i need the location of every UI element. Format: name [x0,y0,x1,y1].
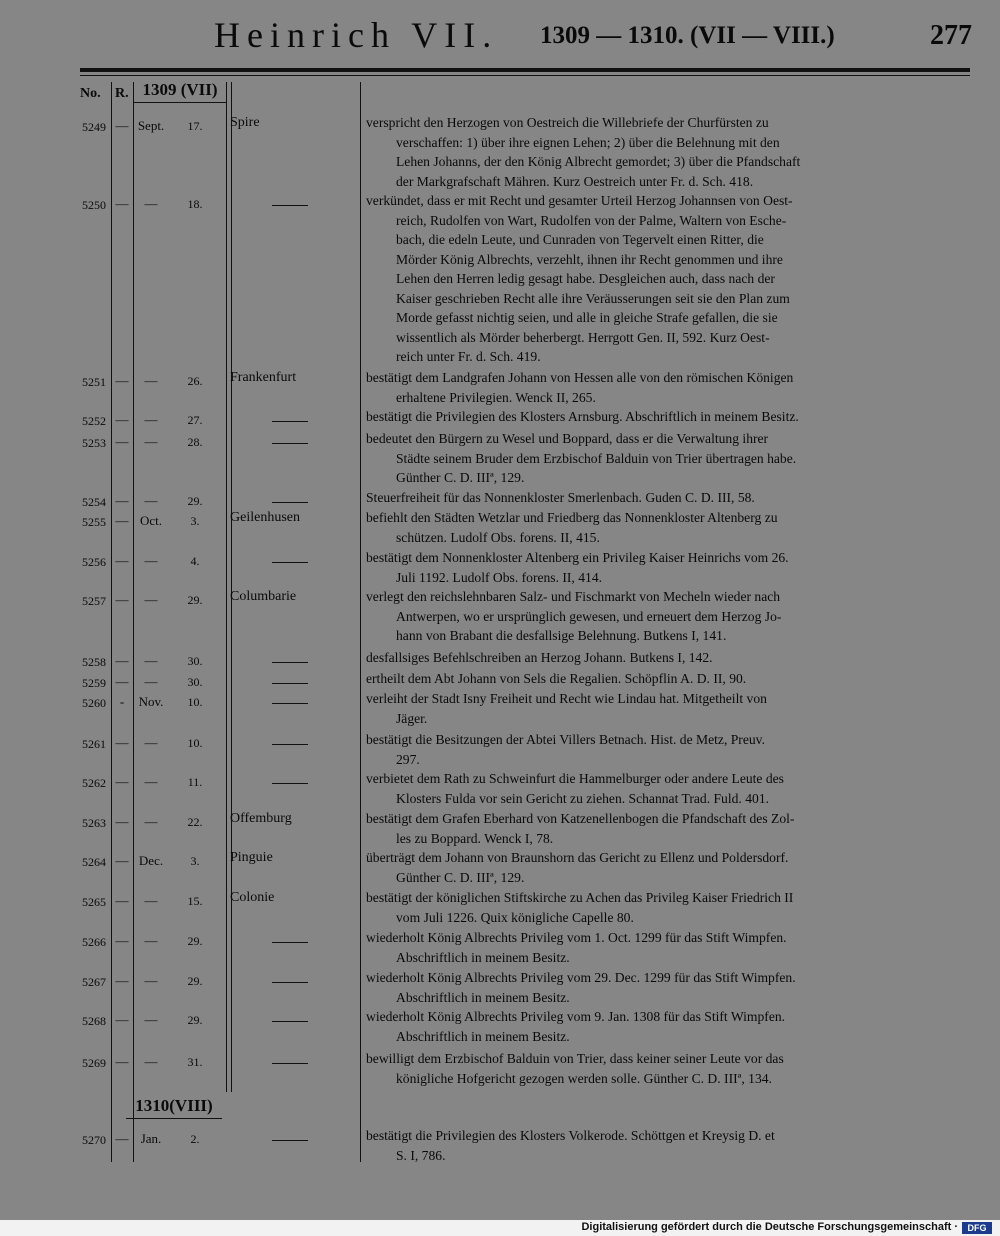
entry-month: — [144,434,158,449]
entry-text [366,587,966,646]
entry-number: 5250 [82,198,106,212]
entry-day: 3. [190,854,200,868]
entry-month: — [144,493,158,508]
entry-number: 5265 [82,895,106,909]
entry-day: 22. [187,815,203,829]
entry-text-line: bestätigt dem Nonnenkloster Altenberg ein Privileg Kaiser Heinrichs vom 26. [366,550,789,565]
entry-text [366,191,966,367]
entry-text-line: Steuerfreiheit für das Nonnenkloster Smerlenbach. Guden C. D. III, 58. [366,490,755,505]
entry-number: 5253 [82,436,106,450]
entry-text-line: bach, die edeln Leute, und Cunraden von Tegervelt einen Ritter, die [396,232,764,247]
entry-text-line: Abschriftlich in meinem Besitz. [396,1028,570,1044]
entry-day: 10. [187,695,203,709]
entry-text-line: desfallsiges Befehlschreiben an Herzog Johann. Butkens I, 142. [366,650,713,665]
entry-r-dash: — [115,118,129,133]
entry-number: 5264 [82,855,106,869]
entry-r-dash: — [115,774,129,789]
entry-text-line: S. I, 786. [396,1147,446,1163]
entry-r-dash: - [119,694,125,709]
entry-month: — [144,553,158,568]
column-header-no: No. [80,86,101,101]
same-place-dash [272,683,308,684]
page-header [0,14,1000,58]
entry-r-dash: — [115,1054,129,1069]
entry-r-dash: — [115,933,129,948]
entry-day: 29. [187,593,203,607]
entry-r-dash: — [115,1012,129,1027]
entry-text-line: Antwerpen, wo er ursprünglich gewesen, und erneuert dem Herzog Jo- [396,608,782,624]
entry-day: 29. [187,494,203,508]
entry-text [366,809,966,848]
entry-month: — [144,373,158,388]
entry-number: 5257 [82,594,106,608]
entry-r-dash: — [115,592,129,607]
entry-text-line: verbietet dem Rath zu Schweinfurt die Hammelburger oder andere Leute des [366,771,784,786]
same-place-dash [272,662,308,663]
header-ruler-name: Heinrich VII. [214,15,499,55]
same-place-dash [272,1063,308,1064]
entry-day: 29. [187,934,203,948]
entry-number: 5254 [82,495,106,509]
entry-text-line: Jäger. [396,710,428,726]
entry-text-line: bestätigt dem Grafen Eberhard von Katzenellenbogen die Pfandschaft des Zol- [366,811,795,826]
entry-r-dash: — [115,653,129,668]
entry-text-line: Städte seinem Bruder dem Erzbischof Balduin von Trier übertragen habe. [396,450,797,466]
entry-day: 29. [187,974,203,988]
entry-day: 28. [187,435,203,449]
entry-number: 5268 [82,1014,106,1028]
entry-day: 26. [187,374,203,388]
header-rule-thin [80,75,970,76]
entry-text-line: Juli 1192. Ludolf Obs. forens. II, 414. [396,569,603,585]
entry-text [366,689,966,728]
entry-day: 11. [187,775,203,789]
entry-r-dash: — [115,814,129,829]
same-place-dash [272,942,308,943]
footer-credit: Digitalisierung gefördert durch die Deutsche Forschungsgemeinschaft · [581,1221,958,1233]
entry-text-line: wissentlich als Mörder beherbergt. Herrgott Gen. II, 592. Kurz Oest- [396,329,770,345]
entry-day: 18. [187,197,203,211]
entry-text [366,848,966,887]
same-place-dash [272,1140,308,1141]
entry-r-dash: — [115,853,129,868]
entry-place: Spire [230,115,260,130]
entry-text-line: Morde gefasst nichtig seien, und alle in gleiche Strafe gefallen, die sie [396,310,778,325]
same-place-dash [272,205,308,206]
entry-day: 27. [187,413,203,427]
entry-text [366,968,966,1007]
entry-text-line: Abschriftlich in meinem Besitz. [396,989,570,1005]
entry-month: Jan. [140,1131,162,1146]
entry-r-dash: — [115,674,129,689]
column-divider-date-inner [231,82,232,1092]
entry-month: Sept. [137,118,165,133]
entry-text-line: verkündet, dass er mit Recht und gesamter Urteil Herzog Johannsen von Oest- [366,193,793,208]
entry-month: — [144,1012,158,1027]
entry-month: Nov. [138,694,164,709]
entry-day: 17. [187,119,203,133]
entry-month: — [144,412,158,427]
year-heading-1309: 1309 (VII) [142,80,218,99]
entry-text [366,368,966,407]
same-place-dash [272,783,308,784]
entry-text [366,888,966,927]
entry-text-line: bestätigt die Privilegien des Klosters Arnsburg. Abschriftlich in meinem Besitz. [366,409,799,424]
entry-text-line: wiederholt König Albrechts Privileg vom 9. Jan. 1308 für das Stift Wimpfen. [366,1009,786,1024]
header-years: 1309 — 1310. (VII — VIII.) [540,22,835,49]
entry-month: — [144,893,158,908]
same-place-dash [272,744,308,745]
entry-text-line: Klosters Fulda vor sein Gericht zu ziehen. Schannat Trad. Fuld. 401. [396,790,770,806]
entry-month: Dec. [138,853,164,868]
entry-month: — [144,196,158,211]
entry-r-dash: — [115,434,129,449]
entry-number: 5262 [82,776,106,790]
entry-text-line: Lehen Johanns, der den König Albrecht gemordet; 3) über die Pfandschaft [396,154,801,169]
same-place-dash [272,703,308,704]
entry-place: Pinguie [230,850,273,865]
entry-day: 29. [187,1013,203,1027]
entry-number: 5255 [82,515,106,529]
entry-text-line: bestätigt die Privilegien des Klosters Volkerode. Schöttgen et Kreysig D. et [366,1128,775,1143]
entry-r-dash: — [115,1131,129,1146]
entry-text-line: königliche Hofgericht gezogen werden solle. Günther C. D. IIIª, 134. [396,1070,772,1086]
entry-text-line: Mörder König Albrechts, verzehlt, ihnen ihr Recht genommen und ihre [396,251,783,267]
entry-day: 3. [190,514,200,528]
entry-text-line: wiederholt König Albrechts Privileg vom 1. Oct. 1299 für das Stift Wimpfen. [366,930,787,945]
entry-number: 5263 [82,816,106,830]
entry-number: 5260 [82,696,106,710]
entry-text-line: wiederholt König Albrechts Privileg vom 29. Dec. 1299 für das Stift Wimpfen. [366,970,796,985]
entry-day: 15. [187,894,203,908]
entry-text [366,1126,966,1165]
entry-r-dash: — [115,553,129,568]
entry-text-line: Kaiser geschrieben Recht alle ihre Veräusserungen seit sie den Plan zum [396,290,790,306]
column-divider-r [133,82,134,1162]
same-place-dash [272,1021,308,1022]
entry-text-line: befiehlt den Städten Wetzlar und Friedberg das Nonnenkloster Altenberg zu [366,510,778,525]
entry-text-line: les zu Boppard. Wenck I, 78. [396,830,554,846]
entry-r-dash: — [115,373,129,388]
entry-text-line: bewilligt dem Erzbischof Balduin von Trier, dass keiner seiner Leute vor das [366,1051,784,1066]
entry-number: 5269 [82,1056,106,1070]
entry-text-line: hann von Brabant die desfallsige Belehnung. Butkens I, 141. [396,628,727,643]
same-place-dash [272,982,308,983]
entry-day: 31. [187,1055,203,1069]
entry-number: 5258 [82,655,106,669]
entry-text [366,648,966,668]
same-place-dash [272,502,308,503]
entry-number: 5270 [82,1133,106,1147]
year-heading-underline [134,102,226,103]
entry-number: 5251 [82,375,106,389]
entry-day: 30. [187,675,203,689]
entry-text-line: bestätigt dem Landgrafen Johann von Hessen alle von den römischen Königen [366,370,794,385]
entry-place: Columbarie [230,589,297,604]
entry-text [366,669,966,689]
entry-text-line: reich, Rudolfen von Wart, Rudolfen von der Palme, Waltern von Esche- [396,212,787,228]
footer-bar [0,1220,1000,1236]
entry-text [366,488,966,508]
entry-text-line: der Markgrafschaft Mähren. Kurz Oestreich unter Fr. d. Sch. 418. [396,173,754,189]
column-divider-date [226,82,227,1092]
entry-text-line: verschaffen: 1) über ihre eignen Lehen; 2) über die Belehnung mit den [396,134,780,150]
entry-number: 5267 [82,975,106,989]
entry-text [366,429,966,488]
entry-r-dash: — [115,493,129,508]
same-place-dash [272,421,308,422]
entry-r-dash: — [115,513,129,528]
entry-month: — [144,674,158,689]
year-heading-underline [126,1118,222,1119]
column-divider-place [360,82,361,1162]
entry-text-line: verleiht der Stadt Isny Freiheit und Recht wie Lindau hat. Mitgetheilt von [366,691,767,706]
entry-text-line: überträgt dem Johann von Braunshorn das Gericht zu Ellenz und Poldersdorf. [366,850,789,865]
entry-day: 4. [190,554,200,568]
entry-text-line: 297. [396,751,420,767]
entry-text [366,1049,966,1088]
entry-text-line: bestätigt die Besitzungen der Abtei Villers Betnach. Hist. de Metz, Preuv. [366,732,765,747]
entry-r-dash: — [115,412,129,427]
entry-text-line: ertheilt dem Abt Johann von Sels die Regalien. Schöpflin A. D. II, 90. [366,671,747,686]
dfg-logo: DFG [962,1222,992,1234]
entry-number: 5266 [82,935,106,949]
entry-month: — [144,592,158,607]
entry-text-line: Lehen den Herren ledig gesagt habe. Desgleichen auch, dass nach der [396,271,775,286]
entry-text-line: bestätigt der königlichen Stiftskirche zu Achen das Privileg Kaiser Friedrich II [366,890,794,905]
entry-text [366,730,966,769]
entry-day: 30. [187,654,203,668]
entry-text [366,407,966,427]
entry-number: 5256 [82,555,106,569]
entry-number: 5249 [82,120,106,134]
entry-place: Offemburg [230,811,292,826]
entry-r-dash: — [115,973,129,988]
entry-place: Geilenhusen [230,510,300,525]
entry-place: Colonie [230,890,275,905]
entry-text-line: reich unter Fr. d. Sch. 419. [396,349,541,364]
entry-month: — [144,973,158,988]
column-header-r: R. [115,86,129,101]
same-place-dash [272,443,308,444]
entry-text-line: vom Juli 1226. Quix königliche Capelle 80. [396,909,634,925]
entry-text [366,508,966,547]
entry-text-line: schützen. Ludolf Obs. forens. II, 415. [396,529,600,545]
entry-day: 2. [190,1132,200,1146]
page-number: 277 [930,20,972,51]
entry-month: — [144,735,158,750]
entry-number: 5252 [82,414,106,428]
entry-text-line: verlegt den reichslehnbaren Salz- und Fischmarkt von Mecheln wieder nach [366,589,781,604]
entry-month: — [144,814,158,829]
entry-month: — [144,653,158,668]
entry-place: Frankenfurt [230,370,297,385]
entry-text [366,1007,966,1046]
entry-r-dash: — [115,735,129,750]
header-rule-thick [80,68,970,72]
entry-text-line: erhaltene Privilegien. Wenck II, 265. [396,389,596,405]
entry-number: 5261 [82,737,106,751]
column-divider-no [111,82,112,1162]
entry-r-dash: — [115,196,129,211]
entry-text [366,769,966,808]
same-place-dash [272,562,308,563]
entry-text [366,928,966,967]
entry-month: — [144,933,158,948]
entry-text-line: Günther C. D. IIIª, 129. [396,869,525,885]
entry-text-line: Günther C. D. IIIª, 129. [396,470,525,485]
entry-number: 5259 [82,676,106,690]
entry-month: — [144,774,158,789]
entry-day: 10. [187,736,203,750]
entry-text-line: Abschriftlich in meinem Besitz. [396,949,570,965]
entry-text-line: verspricht den Herzogen von Oestreich die Willebriefe der Churfürsten zu [366,115,769,130]
entry-text-line: bedeutet den Bürgern zu Wesel und Boppard, dass er die Verwaltung ihrer [366,431,769,446]
entry-text [366,548,966,587]
entry-month: — [144,1054,158,1069]
entry-text [366,113,966,191]
entry-r-dash: — [115,893,129,908]
entry-month: Oct. [139,513,163,528]
year-heading-1310: 1310(VIII) [135,1096,213,1115]
